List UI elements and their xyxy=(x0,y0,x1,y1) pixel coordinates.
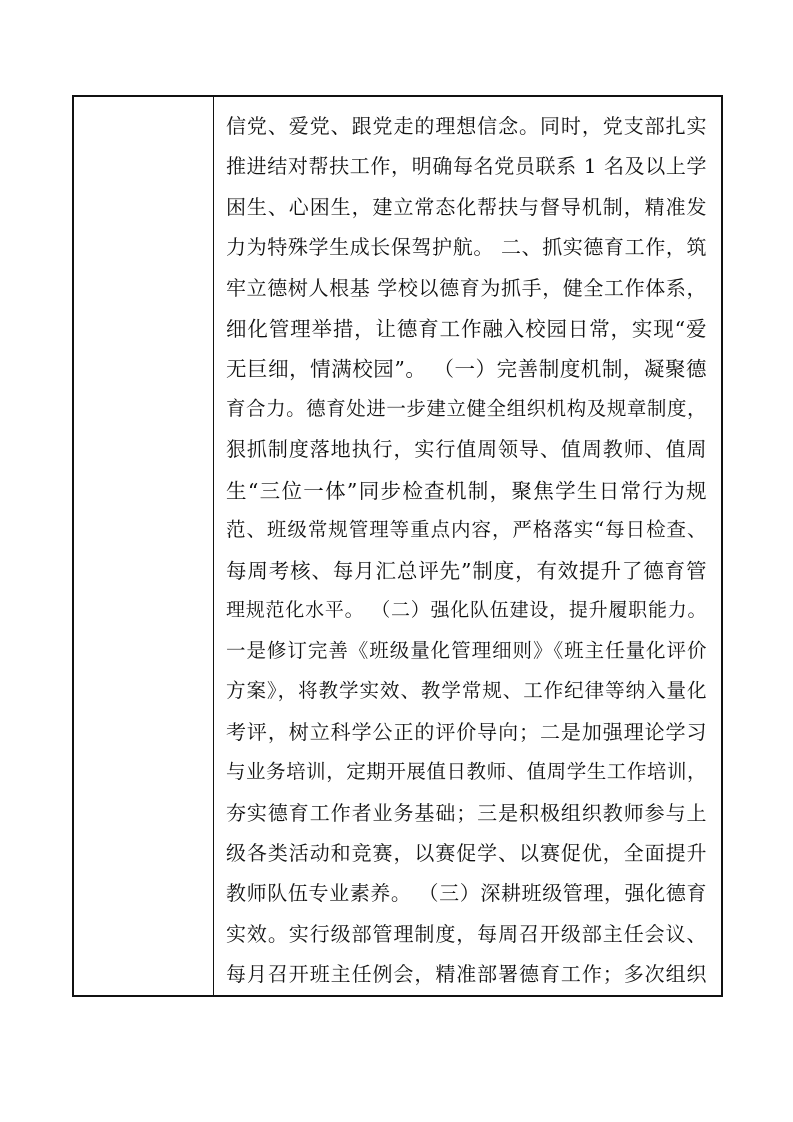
text-line: 信党、爱党、跟党走的理想信念。同时，党支部扎实 xyxy=(226,114,707,138)
text-line: 每周考核、每月汇总评先”制度，有效提升了德育管 xyxy=(226,559,707,584)
text-line: 细化管理举措，让德育工作融入校园日常，实现“爱 xyxy=(226,316,707,341)
document-table xyxy=(72,95,723,997)
text-line: 与业务培训，定期开展值日教师、值周学生工作培训， xyxy=(226,760,707,784)
text-line: 育合力。德育处进一步建立健全组织机构及规章制度， xyxy=(226,396,707,420)
text-line: 力为特殊学生成长保驾护航。 二、抓实德育工作，筑 xyxy=(226,235,707,260)
text-line: 实效。实行级部管理制度，每周召开级部主任会议、 xyxy=(226,921,707,946)
text-line: 无巨细，情满校园”。 （一）完善制度机制，凝聚德 xyxy=(226,357,707,382)
table-left-cell xyxy=(74,97,214,995)
text-line: 级各类活动和竞赛，以赛促学、以赛促优，全面提升 xyxy=(226,841,707,866)
text-line: 每月召开班主任例会，精准部署德育工作；多次组织 xyxy=(226,962,707,987)
text-line: 方案》，将教学实效、教学常规、工作纪律等纳入量化 xyxy=(226,679,707,703)
text-line: 生“三位一体”同步检查机制，聚焦学生日常行为规 xyxy=(226,478,707,503)
text-line: 考评，树立科学公正的评价导向；二是加强理论学习 xyxy=(226,719,707,744)
text-line: 一是修订完善《班级量化管理细则》《班主任量化评价 xyxy=(226,639,707,663)
text-line: 困生、心困生，建立常态化帮扶与督导机制，精准发 xyxy=(226,194,707,219)
text-line: 教师队伍专业素养。 （三）深耕班级管理，强化德育 xyxy=(226,881,707,906)
text-line: 夯实德育工作者业务基础；三是积极组织教师参与上 xyxy=(226,800,707,825)
table-content-cell xyxy=(214,97,721,995)
text-line: 理规范化水平。 （二）强化队伍建设，提升履职能力。 xyxy=(226,598,707,621)
text-line: 牢立德树人根基 学校以德育为抓手，健全工作体系， xyxy=(226,275,707,300)
text-line: 狠抓制度落地执行，实行值周领导、值周教师、值周 xyxy=(226,437,707,462)
text-line: 范、班级常规管理等重点内容，严格落实“每日检查、 xyxy=(226,517,707,541)
text-line: 推进结对帮扶工作，明确每名党员联系 1 名及以上学 xyxy=(226,154,707,179)
